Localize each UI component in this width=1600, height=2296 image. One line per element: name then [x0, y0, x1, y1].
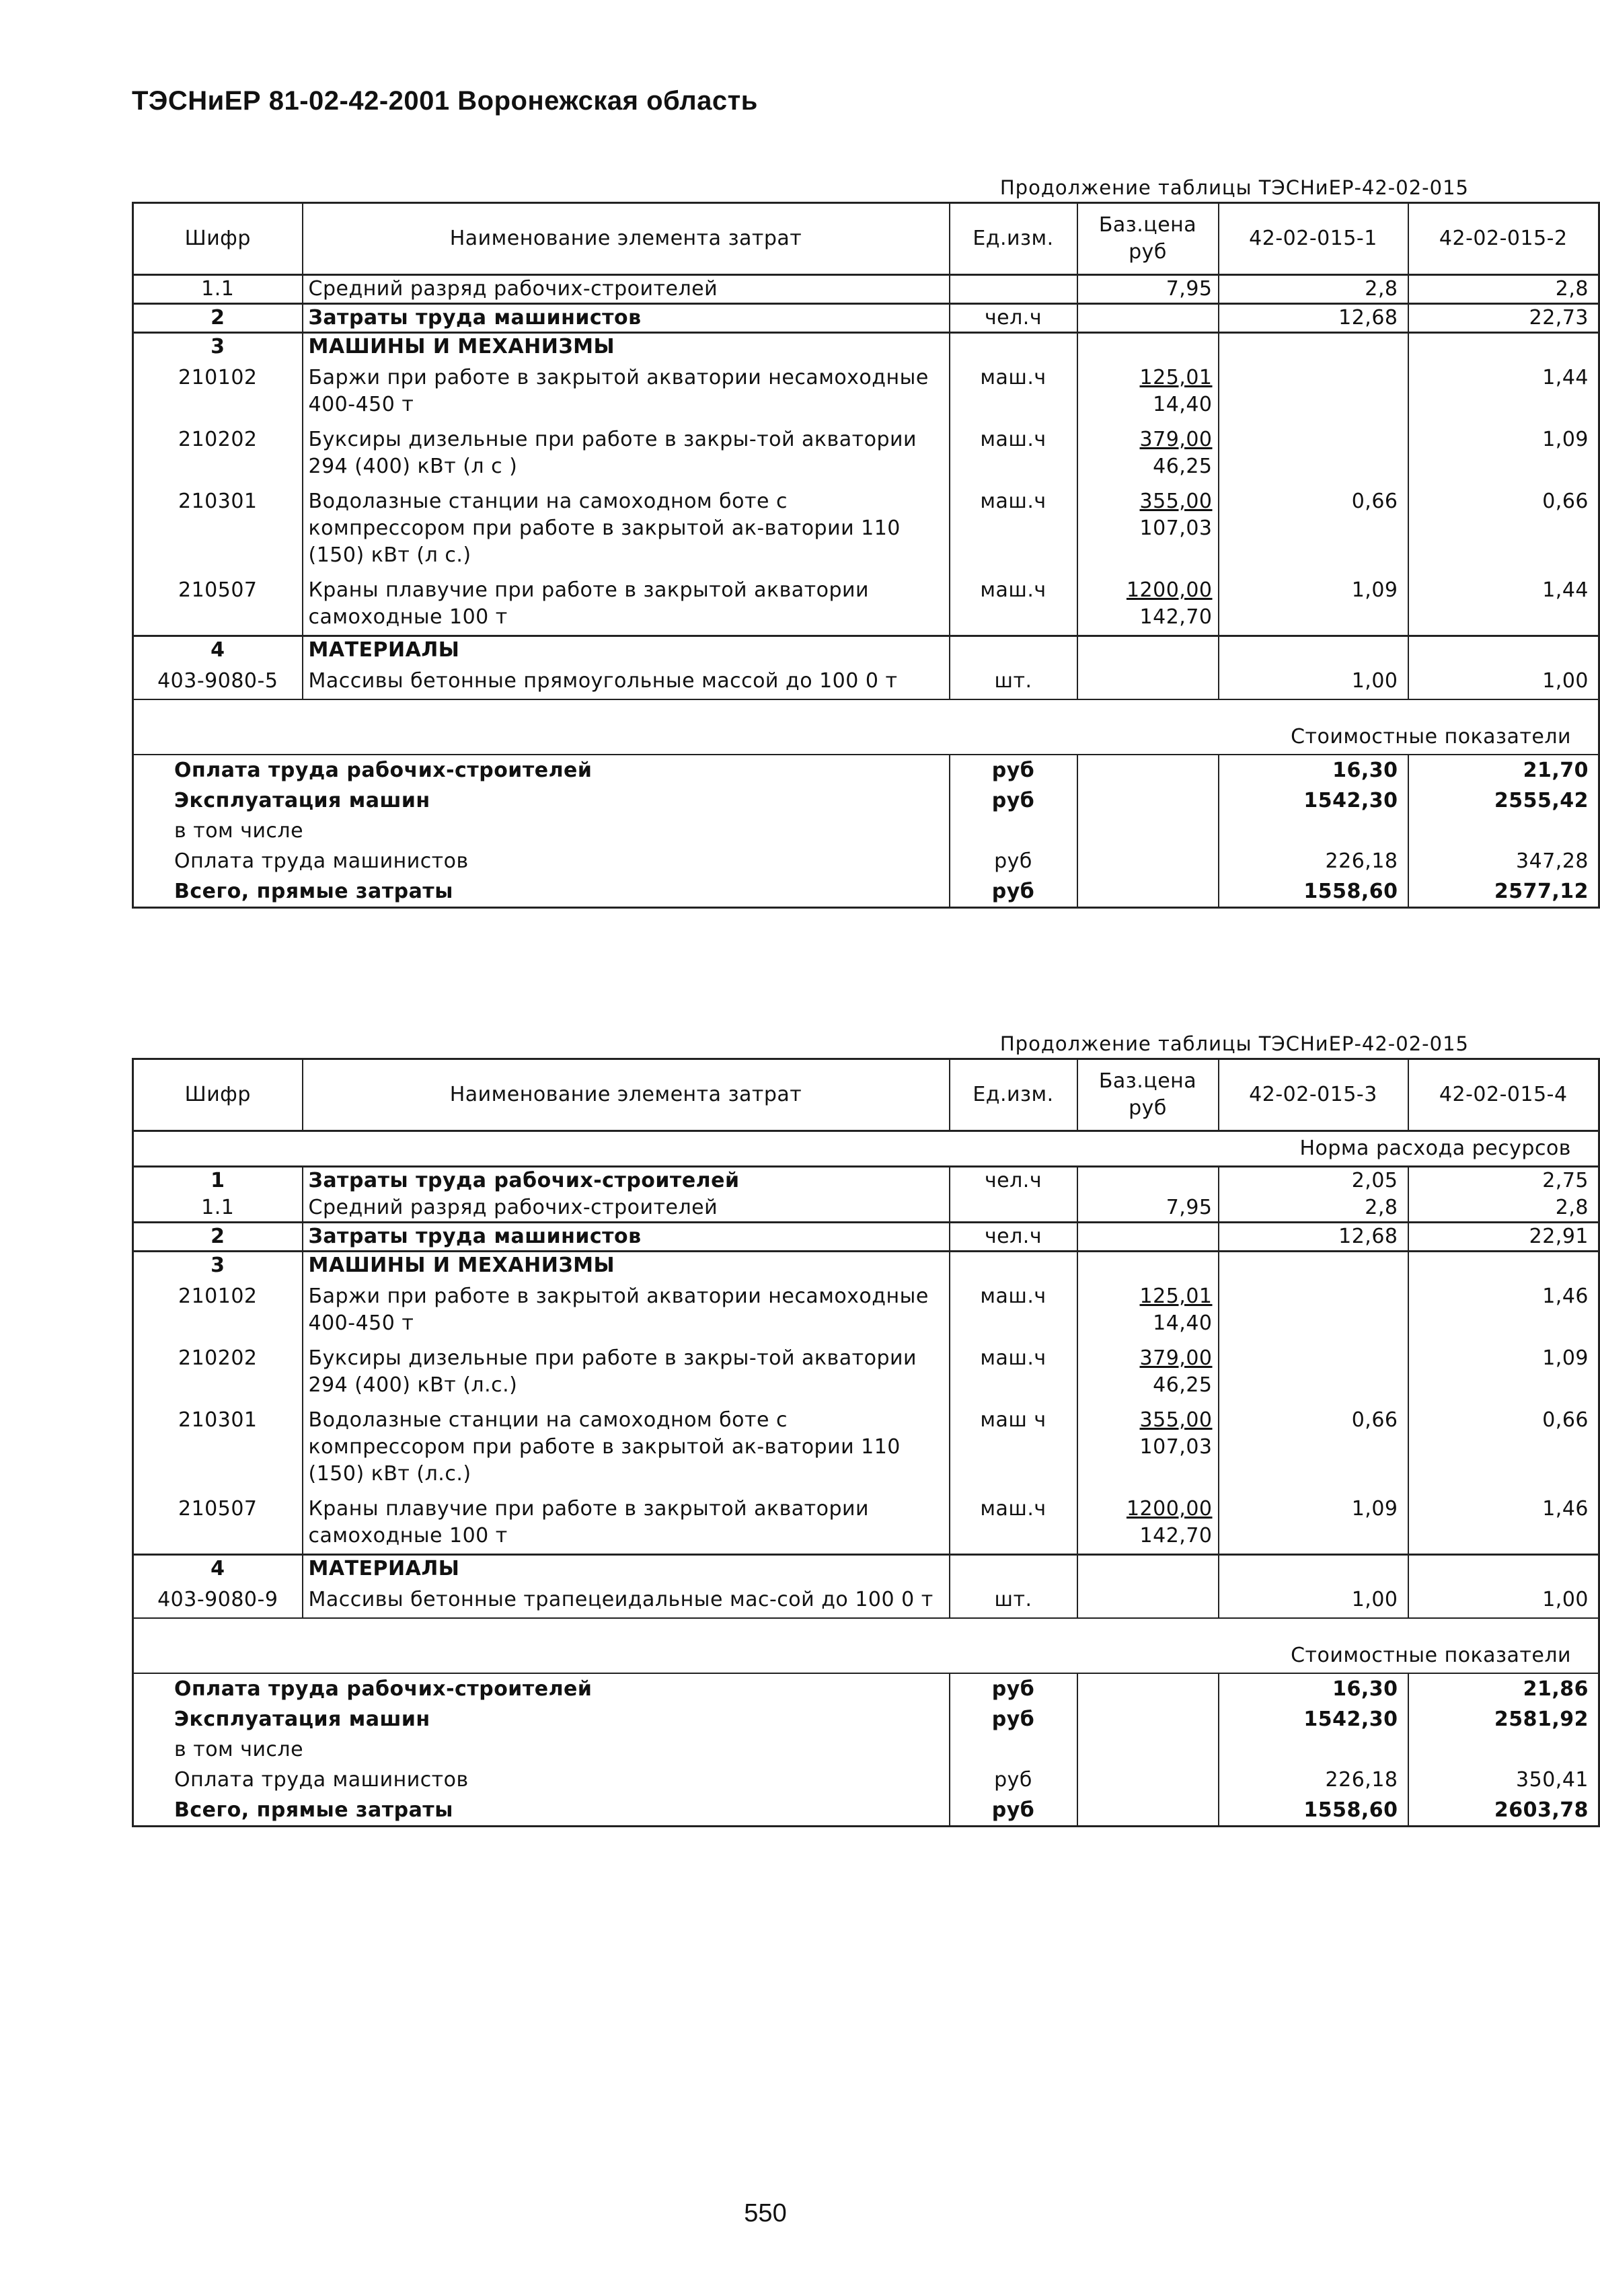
row-unit: маш.ч — [950, 1279, 1077, 1341]
header-col-b: 42-02-015-2 — [1408, 203, 1599, 275]
row-unit: маш.ч — [950, 1341, 1077, 1403]
row-code: 210202 — [178, 428, 258, 451]
cost-value-a — [1219, 1734, 1408, 1765]
cost-unit — [950, 1734, 1077, 1765]
row-name: МАШИНЫ И МЕХАНИЗМЫ — [303, 1252, 950, 1280]
cost-row — [133, 1795, 1599, 1827]
row-unit: чел.ч — [950, 1167, 1077, 1195]
row-code: 210507 — [178, 1497, 258, 1521]
page-title: ТЭСНиЕР 81-02-42-2001 Воронежская область — [132, 86, 758, 116]
row-name: Затраты труда рабочих-строителей — [303, 1167, 950, 1195]
header-name: Наименование элемента затрат — [303, 1059, 950, 1131]
row-unit: маш ч — [950, 1403, 1077, 1492]
row-price — [1077, 1223, 1219, 1252]
cost-unit: руб — [950, 786, 1077, 816]
cost-value-b: 21,70 — [1408, 755, 1599, 786]
table-row — [133, 1279, 1599, 1341]
cost-unit: руб — [950, 846, 1077, 876]
cost-value-a: 16,30 — [1219, 755, 1408, 786]
cost-unit: руб — [950, 876, 1077, 908]
row-unit: шт. — [950, 1582, 1077, 1618]
price-value: 125,01 — [1139, 366, 1213, 389]
row-code: 403-9080-9 — [157, 1588, 278, 1611]
table-row — [133, 636, 1599, 664]
row-value-a: 0,66 — [1219, 1403, 1408, 1492]
row-value-b — [1408, 1252, 1599, 1280]
row-unit: маш.ч — [950, 1492, 1077, 1555]
row-name: Баржи при работе в закрытой акватории несамоходные 400-450 т — [303, 360, 950, 422]
cost-price — [1077, 1673, 1219, 1704]
header-col-b: 42-02-015-4 — [1408, 1059, 1599, 1131]
header-price: Баз.цена руб — [1077, 203, 1219, 275]
table-continuation-caption: Продолжение таблицы ТЭСНиЕР-42-02-015 — [999, 176, 1469, 199]
cost-label: Оплата труда рабочих-строителей — [133, 755, 950, 786]
row-price — [1077, 304, 1219, 333]
cost-unit: руб — [950, 1765, 1077, 1795]
table-header-row — [133, 203, 1599, 275]
row-value-b: 22,73 — [1408, 304, 1599, 333]
row-value-a — [1219, 422, 1408, 484]
cost-title-row — [133, 1618, 1599, 1673]
cost-value-a: 1558,60 — [1219, 876, 1408, 908]
price-salary-value: 142,70 — [1139, 605, 1213, 629]
header-name: Наименование элемента затрат — [303, 203, 950, 275]
cost-unit: руб — [950, 1704, 1077, 1734]
row-value-a — [1219, 1252, 1408, 1280]
row-name: Краны плавучие при работе в закрытой акватории самоходные 100 т — [303, 1492, 950, 1555]
row-price — [1077, 1341, 1219, 1403]
cost-value-a: 1542,30 — [1219, 786, 1408, 816]
cost-row — [133, 876, 1599, 908]
row-name: Краны плавучие при работе в закрытой акватории самоходные 100 т — [303, 573, 950, 636]
row-code: 4 — [133, 1555, 303, 1583]
row-price — [1077, 636, 1219, 664]
row-value-a: 12,68 — [1219, 304, 1408, 333]
cost-label: Оплата труда машинистов — [174, 849, 469, 873]
cost-title: Стоимостные показатели — [133, 699, 1599, 755]
row-value-a — [1219, 333, 1408, 361]
row-value-b: 1,09 — [1408, 1341, 1599, 1403]
cost-value-b: 2577,12 — [1408, 876, 1599, 908]
row-value-a — [1219, 1555, 1408, 1583]
row-value-a: 1,09 — [1219, 1492, 1408, 1555]
cost-value-b: 350,41 — [1408, 1765, 1599, 1795]
row-name: Буксиры дизельные при работе в закры-той акватории 294 (400) кВт (л с ) — [303, 422, 950, 484]
row-value-b: 0,66 — [1408, 484, 1599, 573]
row-price — [1077, 275, 1219, 304]
cost-label: Всего, прямые затраты — [174, 880, 453, 903]
row-unit: маш.ч — [950, 484, 1077, 573]
row-price — [1077, 1555, 1219, 1583]
row-value-a: 1,09 — [1219, 573, 1408, 636]
price-value: 1200,00 — [1126, 578, 1213, 602]
row-code: 210301 — [178, 1408, 258, 1432]
row-value-b: 2,75 — [1408, 1167, 1599, 1195]
price-salary-value: 46,25 — [1153, 1373, 1213, 1397]
row-code: 403-9080-5 — [157, 669, 278, 693]
row-value-b: 1,09 — [1408, 422, 1599, 484]
cost-unit: руб — [950, 755, 1077, 786]
header-code: Шифр — [133, 1059, 303, 1131]
price-value: 7,95 — [1166, 277, 1213, 301]
table-row — [133, 1252, 1599, 1280]
cost-price — [1077, 1765, 1219, 1795]
cost-value-b: 2581,92 — [1408, 1704, 1599, 1734]
cost-title-row — [133, 699, 1599, 755]
row-name: Массивы бетонные прямоугольные массой до 100 0 т — [303, 664, 950, 699]
cost-value-b — [1408, 1734, 1599, 1765]
row-value-b: 2,8 — [1408, 275, 1599, 304]
table-row — [133, 1194, 1599, 1223]
norm-title: Норма расхода ресурсов — [1299, 1137, 1571, 1160]
table-header-row — [133, 1059, 1599, 1131]
row-name: МАТЕРИАЛЫ — [303, 1555, 950, 1583]
row-price — [1077, 573, 1219, 636]
price-salary-value: 46,25 — [1153, 455, 1213, 478]
cost-row — [133, 1765, 1599, 1795]
table-row — [133, 304, 1599, 333]
row-unit: чел.ч — [950, 304, 1077, 333]
row-value-a — [1219, 1279, 1408, 1341]
row-unit: чел.ч — [950, 1223, 1077, 1252]
row-code: 210102 — [178, 366, 258, 389]
table-continuation-caption: Продолжение таблицы ТЭСНиЕР-42-02-015 — [999, 1032, 1469, 1055]
row-code: 2 — [133, 304, 303, 333]
table-row — [133, 1341, 1599, 1403]
table-block-1 — [132, 176, 1589, 909]
row-value-b: 1,46 — [1408, 1492, 1599, 1555]
row-value-b: 1,46 — [1408, 1279, 1599, 1341]
row-name: Затраты труда машинистов — [303, 304, 950, 333]
row-value-a: 1,00 — [1219, 664, 1408, 699]
price-salary-value: 14,40 — [1153, 393, 1213, 416]
price-salary-value: 142,70 — [1139, 1524, 1213, 1547]
cost-price — [1077, 816, 1219, 846]
row-value-b — [1408, 333, 1599, 361]
row-unit: шт. — [950, 664, 1077, 699]
row-price — [1077, 664, 1219, 699]
table-row — [133, 1403, 1599, 1492]
cost-label: в том числе — [174, 1738, 304, 1761]
cost-value-b: 2555,42 — [1408, 786, 1599, 816]
cost-row — [133, 1704, 1599, 1734]
row-value-b — [1408, 636, 1599, 664]
row-name: Средний разряд рабочих-строителей — [303, 1194, 950, 1223]
cost-value-a: 16,30 — [1219, 1673, 1408, 1704]
cost-price — [1077, 846, 1219, 876]
table-row — [133, 484, 1599, 573]
cost-price — [1077, 876, 1219, 908]
cost-row — [133, 1673, 1599, 1704]
header-col-a: 42-02-015-3 — [1219, 1059, 1408, 1131]
row-value-b: 1,44 — [1408, 573, 1599, 636]
cost-title: Стоимостные показатели — [133, 1618, 1599, 1673]
row-code: 210202 — [178, 1346, 258, 1370]
cost-value-a — [1219, 816, 1408, 846]
cost-price — [1077, 1734, 1219, 1765]
row-code: 1.1 — [201, 1196, 235, 1219]
cost-label: Эксплуатация машин — [174, 1708, 430, 1731]
resource-table-1 — [132, 202, 1600, 909]
row-name: Водолазные станции на самоходном боте с компрессором при работе в закрытой ак-ватории 110 (150) кВт (л.с.) — [303, 1403, 950, 1492]
row-unit: маш.ч — [950, 422, 1077, 484]
row-code: 1 — [133, 1167, 303, 1195]
cost-row — [133, 786, 1599, 816]
row-value-a — [1219, 360, 1408, 422]
price-salary-value: 14,40 — [1153, 1311, 1213, 1335]
row-name: Затраты труда машинистов — [303, 1223, 950, 1252]
row-name: Водолазные станции на самоходном боте с компрессором при работе в закрытой ак-ватории 110 (150) кВт (л с.) — [303, 484, 950, 573]
header-unit: Ед.изм. — [950, 203, 1077, 275]
cost-label: Оплата труда рабочих-строителей — [133, 1673, 950, 1704]
row-unit — [950, 1194, 1077, 1223]
header-unit: Ед.изм. — [950, 1059, 1077, 1131]
row-price — [1077, 1167, 1219, 1195]
row-code: 210301 — [178, 490, 258, 513]
table-row — [133, 1223, 1599, 1252]
cost-price — [1077, 1704, 1219, 1734]
norm-title-row — [133, 1131, 1599, 1167]
row-unit — [950, 333, 1077, 361]
row-value-a: 2,8 — [1219, 275, 1408, 304]
table-row — [133, 573, 1599, 636]
row-value-b: 1,00 — [1408, 664, 1599, 699]
cost-value-b — [1408, 816, 1599, 846]
cost-value-b: 347,28 — [1408, 846, 1599, 876]
row-price — [1077, 1582, 1219, 1618]
row-price — [1077, 1403, 1219, 1492]
cost-label: Всего, прямые затраты — [174, 1798, 453, 1822]
row-code: 4 — [133, 636, 303, 664]
cost-label: Оплата труда машинистов — [174, 1768, 469, 1792]
price-salary-value: 107,03 — [1139, 1435, 1213, 1459]
row-value-a: 2,05 — [1219, 1167, 1408, 1195]
cost-value-a: 1558,60 — [1219, 1795, 1408, 1827]
cost-row — [133, 755, 1599, 786]
cost-value-a: 1542,30 — [1219, 1704, 1408, 1734]
row-unit: маш.ч — [950, 573, 1077, 636]
row-value-a: 12,68 — [1219, 1223, 1408, 1252]
row-code: 3 — [133, 333, 303, 361]
table-row — [133, 360, 1599, 422]
table-row — [133, 664, 1599, 699]
row-value-b: 22,91 — [1408, 1223, 1599, 1252]
row-value-a: 0,66 — [1219, 484, 1408, 573]
row-price — [1077, 422, 1219, 484]
row-price — [1077, 360, 1219, 422]
price-value: 379,00 — [1139, 428, 1213, 451]
row-unit — [950, 1252, 1077, 1280]
price-value: 379,00 — [1139, 1346, 1213, 1370]
cost-unit: руб — [950, 1673, 1077, 1704]
resource-table-2 — [132, 1058, 1600, 1827]
row-value-b: 2,8 — [1408, 1194, 1599, 1223]
cost-row — [133, 846, 1599, 876]
cost-row — [133, 1734, 1599, 1765]
row-price — [1077, 1252, 1219, 1280]
cost-value-b: 21,86 — [1408, 1673, 1599, 1704]
table-block-2 — [132, 1032, 1589, 1827]
row-code: 2 — [133, 1223, 303, 1252]
table-row — [133, 333, 1599, 361]
row-name: Буксиры дизельные при работе в закры-той акватории 294 (400) кВт (л.с.) — [303, 1341, 950, 1403]
row-price — [1077, 1194, 1219, 1223]
row-unit: маш.ч — [950, 360, 1077, 422]
cost-value-a: 226,18 — [1219, 846, 1408, 876]
row-unit — [950, 1555, 1077, 1583]
cost-value-a: 226,18 — [1219, 1765, 1408, 1795]
row-name: МАШИНЫ И МЕХАНИЗМЫ — [303, 333, 950, 361]
row-name: Баржи при работе в закрытой акватории несамоходные 400-450 т — [303, 1279, 950, 1341]
row-value-a: 1,00 — [1219, 1582, 1408, 1618]
cost-price — [1077, 1795, 1219, 1827]
row-code: 3 — [133, 1252, 303, 1280]
row-price — [1077, 1492, 1219, 1555]
page-number: 550 — [744, 2199, 787, 2227]
row-name: Средний разряд рабочих-строителей — [303, 275, 950, 304]
row-value-b: 1,00 — [1408, 1582, 1599, 1618]
table-row — [133, 275, 1599, 304]
row-value-b: 1,44 — [1408, 360, 1599, 422]
price-salary-value: 107,03 — [1139, 516, 1213, 540]
cost-row — [133, 816, 1599, 846]
row-code: 210102 — [178, 1285, 258, 1308]
price-value: 7,95 — [1166, 1196, 1213, 1219]
row-value-b: 0,66 — [1408, 1403, 1599, 1492]
table-row — [133, 422, 1599, 484]
row-value-b — [1408, 1555, 1599, 1583]
cost-unit: руб — [950, 1795, 1077, 1827]
row-value-a — [1219, 1341, 1408, 1403]
row-price — [1077, 484, 1219, 573]
cost-price — [1077, 786, 1219, 816]
row-name: Массивы бетонные трапецеидальные мас-сой до 100 0 т — [303, 1582, 950, 1618]
table-row — [133, 1582, 1599, 1618]
row-price — [1077, 333, 1219, 361]
row-code: 210507 — [178, 578, 258, 602]
row-unit — [950, 275, 1077, 304]
price-value: 355,00 — [1139, 1408, 1213, 1432]
price-value: 355,00 — [1139, 490, 1213, 513]
row-unit — [950, 636, 1077, 664]
header-col-a: 42-02-015-1 — [1219, 203, 1408, 275]
table-row — [133, 1167, 1599, 1195]
price-value: 125,01 — [1139, 1285, 1213, 1308]
row-price — [1077, 1279, 1219, 1341]
cost-price — [1077, 755, 1219, 786]
price-value: 1200,00 — [1126, 1497, 1213, 1521]
cost-value-b: 2603,78 — [1408, 1795, 1599, 1827]
row-value-a — [1219, 636, 1408, 664]
row-code: 1.1 — [201, 277, 235, 301]
cost-label: Эксплуатация машин — [174, 789, 430, 812]
row-value-a: 2,8 — [1219, 1194, 1408, 1223]
cost-label: в том числе — [174, 819, 304, 843]
row-name: МАТЕРИАЛЫ — [303, 636, 950, 664]
header-code: Шифр — [133, 203, 303, 275]
table-row — [133, 1492, 1599, 1555]
table-row — [133, 1555, 1599, 1583]
cost-unit — [950, 816, 1077, 846]
header-price: Баз.цена руб — [1077, 1059, 1219, 1131]
